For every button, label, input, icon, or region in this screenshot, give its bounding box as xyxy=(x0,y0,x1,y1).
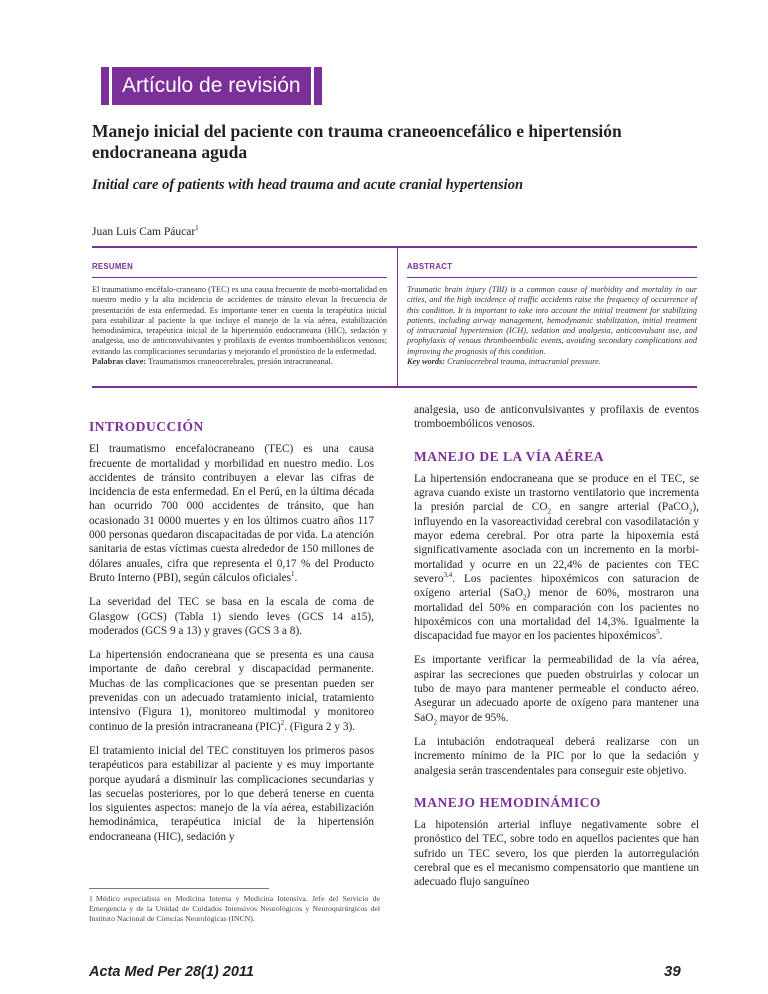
resumen-body xyxy=(92,285,387,367)
article-subtitle: Initial care of patients with head trauma and acute cranial hypertension xyxy=(92,177,524,193)
abstract-body xyxy=(407,285,697,367)
right-column xyxy=(414,403,699,900)
resumen-keywords: Traumatismos craneocerebrales, presión intracraneanal. xyxy=(148,357,333,367)
va-p1-e: ) menor de 60%, mostraron una mortalidad del 50% en comparación con los pacientes no hipoxémicos con una mortalidad del 14,3%. Igualmente la discapacidad fue mayor en los pacientes hipoxémicos xyxy=(414,587,699,643)
footnote xyxy=(89,894,380,923)
abstract-keywords-label: Key words: xyxy=(407,357,446,367)
via-aerea-paragraph-3: La intubación endotraqueal deberá realizarse con un incremento mínimo de la PIC por lo que la sedación y analgesia serán trascendentales para conseguir este objetivo. xyxy=(414,735,699,777)
abstract-top-rule xyxy=(92,246,697,248)
abstract-heading: ABSTRACT xyxy=(407,262,453,271)
author-line xyxy=(92,226,199,238)
hemodinamico-paragraph: La hipotensión arterial influye negativamente sobre el pronóstico del TEC, sobre todo en aquellos pacientes que han sufrido un TEC severo, los que pierden la autorregulación cerebral que es el mecanismo compensatorio que mantiene un adecuado flujo sanguíneo xyxy=(414,819,699,889)
va-p1-d: . Los pacientes hipoxémicos con saturacion de oxígeno arterial (SaO xyxy=(414,572,699,600)
author-affiliation-mark: 1 xyxy=(195,224,199,233)
intro-p1-ref: 1 xyxy=(291,570,295,579)
intro-paragraph-4: El tratamiento inicial del TEC constituyen los primeros pasos terapéuticos para estabilizar al paciente y es muy importante porque ayudará a disminuir las complicaciones secundarias y las secuelas posteriores, por lo que deberá tenerse en cuenta los siguientes aspectos: manejo de la vía aérea, estabilización hemodinámica, terapéutica inicial de la hipertensión endocraneana (HIC), sedación y xyxy=(89,744,374,843)
abstract-keywords: Craniocerebral trauma, intracranial pressure. xyxy=(447,357,601,367)
va-p1-b: en sangre arterial (PaCO xyxy=(551,501,689,514)
intro-p1-text: El traumatismo encefalocraneano (TEC) es una causa frecuente de mortalidad y morbilidad en nuestro medio. Los accidentes de tránsito contribuyen a elevar las cifras de incidencia de esta enfermedad. En el Perú, en la última década han ocurrido 700 000 accidentes de tránsito, que han ocasionado 31 0000 muertes y en los últimos cuatro años 117 000 personas quedaron discapacitadas de por vida. La atención sanitaria de estas víctimas cuesta alrededor de 150 millones de dólares anuales, cifra que representa el 0,17 % del Producto Bruto Interno (PBI), según cálculos oficiales xyxy=(89,443,374,584)
via-aerea-paragraph-1: La hipertensión endocraneana que se produce en el TEC, se agrava cuando existe un trastorno ventilatorio que incrementa la presión parcial de $CO_2$ en sangre arterial (PaCO$_2$), influyendo en la vasoreactividad cerebral con vasodilatación y mayor edema cerebral. Por otra parte la hipoxemia está significativamente asociada con un incremento en la morbi-mortalidad y ocurre en un 22,4% de pacientes con TEC severo$^{3,4}$. Los pacientes hipoxémicos con saturacion de oxígeno arterial (SaO$_2$) menor de 60%, mostraron una mortalidad del 50% en comparación con los pacientes no hipoxémicos con una mortalidad del 14,3%. Igualmente la discapacidad fue mayor en los pacientes hipoxémicos$^5$. xyxy=(414,472,699,643)
banner-right-bar xyxy=(314,67,322,105)
resumen-keywords-label: Palabras clave: xyxy=(92,357,147,367)
intro-paragraph-2: La severidad del TEC se basa en la escala de coma de Glasgow (GCS) (Tabla 1) siendo leves (GCS 14 a15), moderados (GCS 9 a 13) y graves (GCS 3 a 8). xyxy=(89,596,374,637)
va-sub-4: 2 xyxy=(433,717,437,726)
va-p1-a: La hipertensión endocraneana que se produce en el TEC, se agrava cuando existe un trastorno ventilatorio que incrementa la presión parcial de CO xyxy=(414,472,699,514)
resumen-rule xyxy=(92,277,387,278)
abstract-rule xyxy=(407,277,697,278)
via-aerea-paragraph-2 xyxy=(414,653,699,724)
intro-p3-ref: 2 xyxy=(280,718,285,727)
journal-citation: Acta Med Per 28(1) 2011 xyxy=(89,964,254,980)
va-p2-a: Es importante verificar la permeabilidad de la vía aérea, aspirar las secreciones que pueden obstruirlas y colocar un tubo de mayo para mantener permeable el conducto aéreo. Asegurar un adecuado aporte de oxígeno para mantener una SaO xyxy=(414,654,699,724)
section-banner xyxy=(101,67,322,105)
intro-p3-text: La hipertensión endocraneana que se presenta es una causa importante de daño cerebral y discapacidad permanente. Muchas de las complicaciones que se presentan pueden ser prevenidas con un adecuado tratamiento inicial, tratamiento intensivo (Figura 1), monitoreo multimodal y monitoreo continuo de la presión intracraneana (PIC) xyxy=(89,649,374,733)
va-sub-2: 2 xyxy=(688,507,693,516)
page-number: 39 xyxy=(664,963,681,980)
abstract-text: Traumatic brain injury (TBI) is a common cause of morbidity and mortality in our cities, and the high incidence of traffic accidents raise the frequency of occurrence of this condition. It is important to take into account the initial treatment for stabilizing patients, including airway management, hemodynamic stabilization, initial treatment of intracranial hypertension (ICH), sedation and analgesia, anticonvulsant use, and prophylaxis of venous thromboembolic events, avoiding secondary complications and improving the prognosis of this condition. xyxy=(407,285,697,356)
hemodinamico-heading: MANEJO HEMODINÁMICO xyxy=(414,794,601,810)
va-sub-1: 2 xyxy=(547,507,552,516)
section-label: Artículo de revisión xyxy=(112,67,311,105)
resumen-text: El traumatismo encéfalo-craneano (TEC) es una causa frecuente de morbi-mortalidad en nuestro medio y la alta incidencia de accidentes de tránsito elevan la frecuencia de presentación de esta enfermedad. Es importante tener en cuenta la terapéutica inicial para estabilizar al paciente la que incluye el manejo de la vía aérea, estabilización hemodinámica, terapéutica inicial de la hipertensión endocraneana (HIC), sedación y analgesia, uso de anticonvulsivantes y profilaxis de eventos tromboembólicos venosos; evitando las complicaciones secundarias y mejorando el pronóstico de la enfermedad. xyxy=(92,285,387,356)
right-paragraph-0: analgesia, uso de anticonvulsivantes y profilaxis de eventos tromboembólicos venosos. xyxy=(414,404,699,431)
footnote-rule xyxy=(89,888,269,889)
abstract-bottom-rule xyxy=(92,386,697,388)
article-title: Manejo inicial del paciente con trauma craneoencefálico e hipertensión endocraneana aguda xyxy=(92,121,622,162)
intro-p3-tail: . (Figura 2 y 3). xyxy=(284,720,356,733)
abstract-column-divider xyxy=(397,248,398,386)
va-p2-b: mayor de 95%. xyxy=(436,711,509,724)
va-sub-3: 2 xyxy=(523,593,527,602)
introduccion-heading: INTRODUCCIÓN xyxy=(89,419,204,434)
footnote-number: 1 xyxy=(89,894,93,903)
author-name: Juan Luis Cam Páucar xyxy=(92,226,196,238)
intro-paragraph-3 xyxy=(89,648,374,734)
va-p1-c: ), influyendo en la vasoreactividad cerebral con vasodilatación y mayor edema cerebral. Por otra parte la hipoxemia está significativamente asociada con un incremento en la morbi-mortalidad y ocurre en un 22,4% de pacientes con TEC severo xyxy=(414,501,699,585)
footnote-text: Médico especialista en Medicina Interna y Medicina Intensiva. Jefe del Servicio de Emergencia y de la Unidad de Cuidados Intensivos Neurológicos y Neuroquirúrgicos del Instituto Nacional de Ciencias Neurológicas (INCN). xyxy=(89,894,380,923)
resumen-heading: RESUMEN xyxy=(92,262,134,271)
intro-paragraph-1: El traumatismo encefalocraneano (TEC) es una causa frecuente de mortalidad y morbilidad en nuestro medio. Los accidentes de tránsito contribuyen a elevar las cifras de incidencia de esta enfermedad. En el Perú, en la última década han ocurrido 700 000 accidentes de tránsito, que han ocasionado 31 0000 muertes y en los últimos cuatro años 117 000 personas quedaron discapacitadas de por vida. La atención sanitaria de estas víctimas cuesta alrededor de 150 millones de dólares anuales, cifra que representa el 0,17 % del Producto Bruto Interno (PBI), según cálculos oficiales$^1$. xyxy=(89,443,374,584)
via-aerea-heading: MANEJO DE LA VÍA AÉREA xyxy=(414,448,605,464)
va-ref-2: 5 xyxy=(656,628,660,637)
va-ref-1: 3,4 xyxy=(443,571,453,580)
left-column xyxy=(89,420,374,854)
banner-left-bar xyxy=(101,67,109,105)
